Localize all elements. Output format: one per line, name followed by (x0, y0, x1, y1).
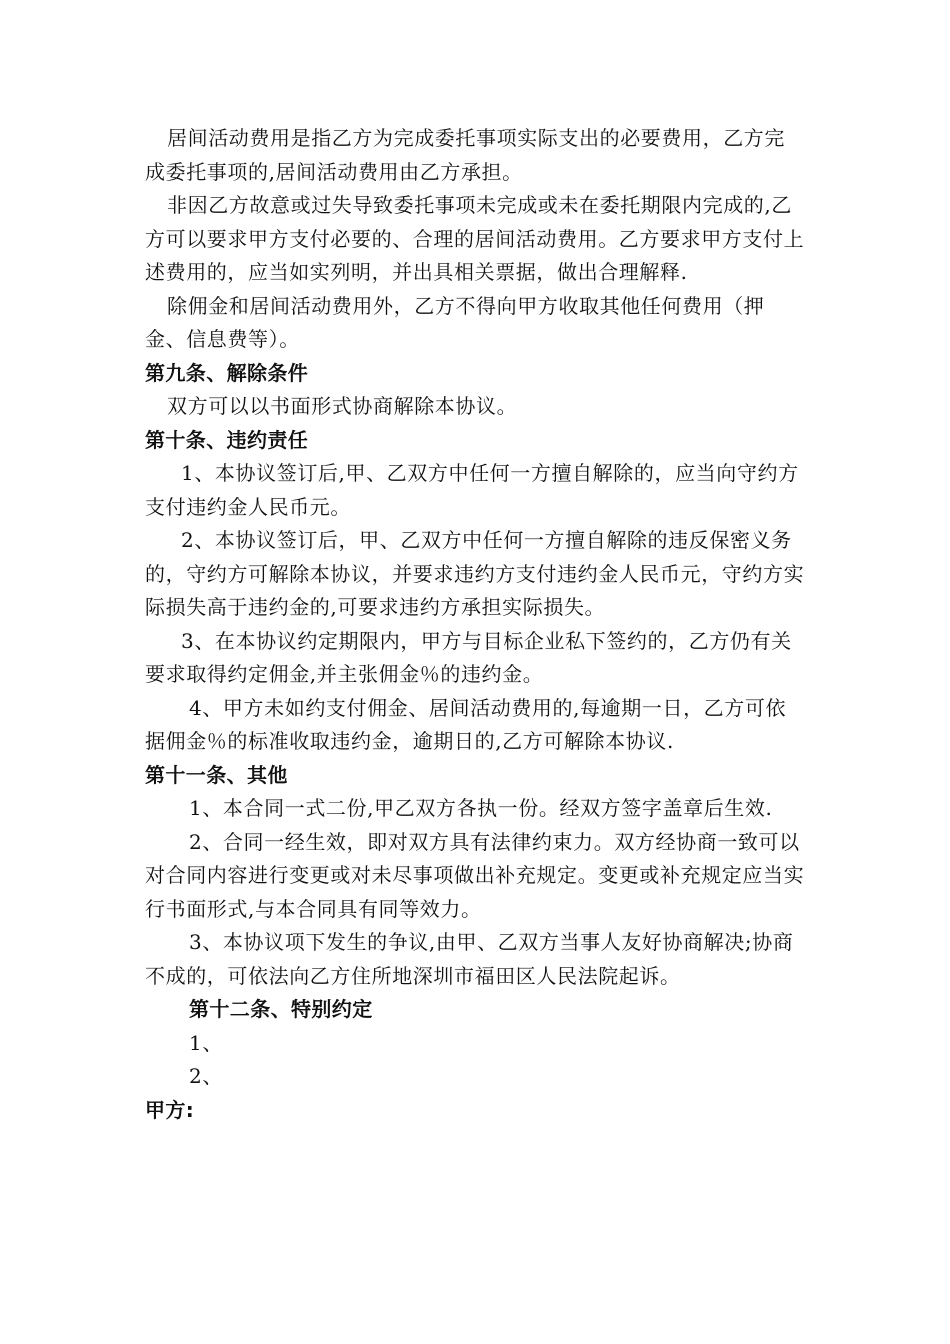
article-10-item-3: 3、在本协议约定期限内，甲方与目标企业私下签约的，乙方仍有关要求取得约定佣金,并主张佣金％的违约金。 (145, 628, 792, 686)
article-10-title: 第十条、违约责任 (145, 427, 309, 452)
paragraph-no-other-fees: 除佣金和居间活动费用外，乙方不得向甲方收取其他任何费用（押金、信息费等）。 (145, 293, 765, 351)
article-11-title: 第十一条、其他 (145, 762, 288, 787)
party-a-signature-label: 甲方: (145, 1097, 195, 1122)
document-body (145, 122, 805, 1127)
article-12-title: 第十二条、特别约定 (189, 997, 373, 1021)
article-9-paragraph: 双方可以以书面形式协商解除本协议。 (167, 394, 518, 418)
article-10-item-1: 1、本协议签订后,甲、乙双方中任何一方擅自解除的，应当向守约方支付违约金人民币元。 (145, 461, 799, 519)
paragraph-activity-fee-reimbursement: 非因乙方故意或过失导致委托事项未完成或未在委托期限内完成的,乙方可以要求甲方支付必要的、合理的居间活动费用。乙方要求甲方支付上述费用的，应当如实列明，并出具相关票据，做出合理解释. (145, 193, 805, 284)
article-10-item-4: 4、甲方未如约支付佣金、居间活动费用的,每逾期一日，乙方可依据佣金％的标准收取违约金，逾期日的,乙方可解除本协议. (145, 695, 787, 753)
article-9-title: 第九条、解除条件 (145, 360, 309, 385)
paragraph-activity-fee-definition: 居间活动费用是指乙方为完成委托事项实际支出的必要费用，乙方完成委托事项的,居间活动费用由乙方承担。 (145, 126, 785, 184)
article-11-item-2: 2、合同一经生效，即对双方具有法律约束力。双方经协商一致可以对合同内容进行变更或对未尽事项做出补充规定。变更或补充规定应当实行书面形式,与本合同具有同等效力。 (145, 829, 805, 921)
article-12-item-2: 2、 (189, 1064, 223, 1088)
article-10-item-2: 2、本协议签订后，甲、乙双方中任何一方擅自解除的违反保密义务的，守约方可解除本协议，并要求违约方支付违约金人民币元，守约方实际损失高于违约金的,可要求违约方承担实际损失。 (145, 528, 805, 619)
article-12-item-1: 1、 (189, 1030, 223, 1055)
article-11-item-1: 1、本合同一式二份,甲乙双方各执一份。经双方签字盖章后生效. (189, 796, 773, 820)
article-11-item-3: 3、本协议项下发生的争议,由甲、乙双方当事人友好协商解决;协商不成的，可依法向乙方住所地深圳市福田区人民法院起诉。 (145, 930, 794, 988)
